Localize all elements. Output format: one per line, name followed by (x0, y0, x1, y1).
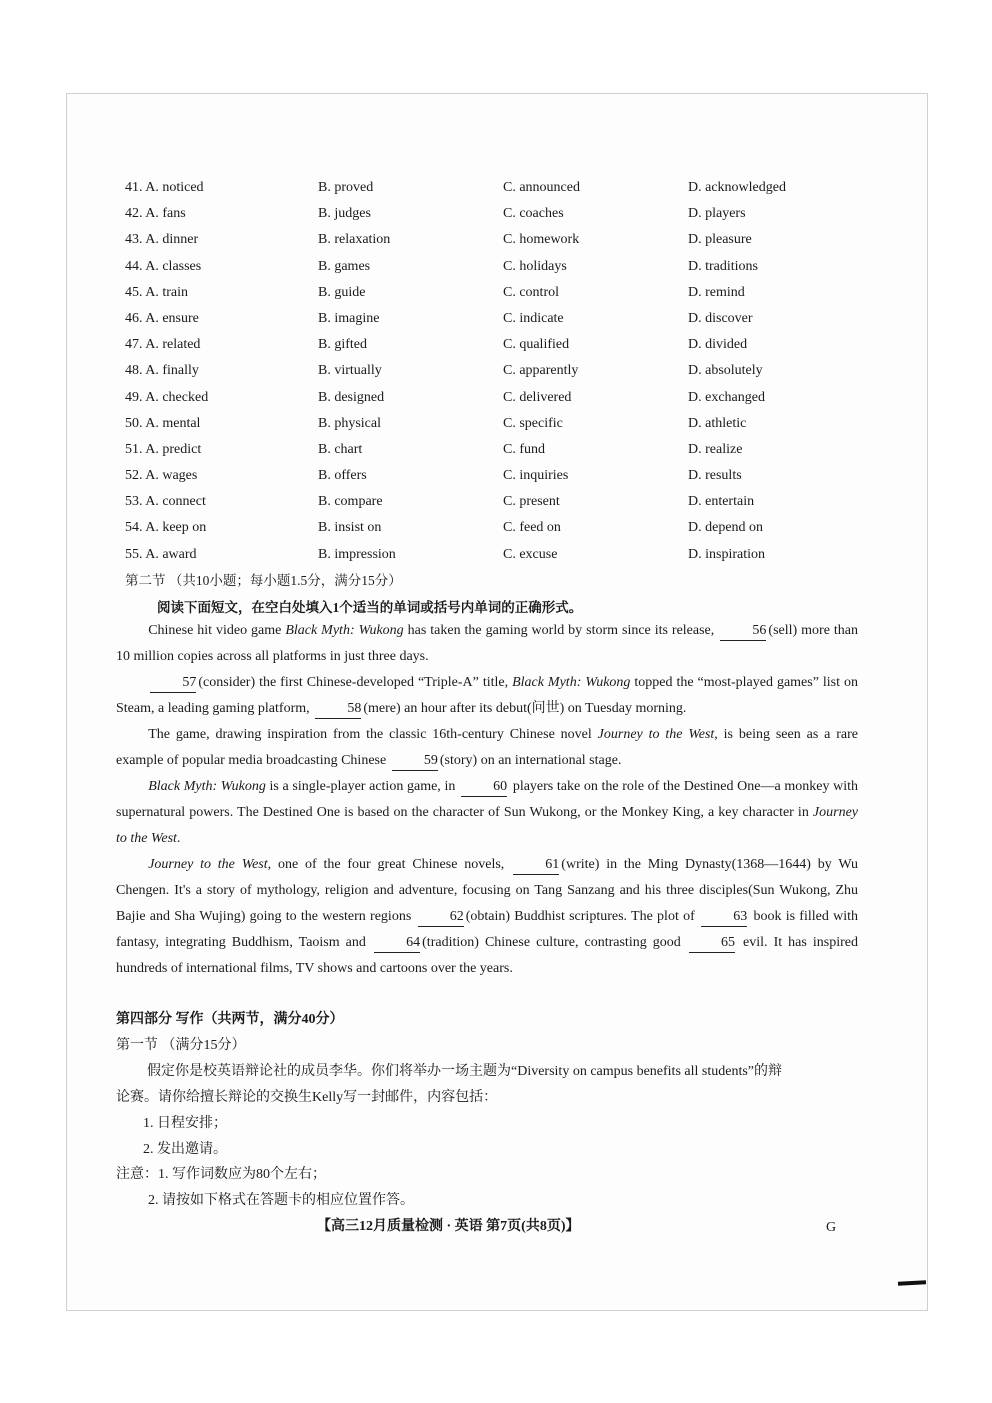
option-c: C. delivered (503, 389, 572, 405)
option-b: B. virtually (318, 363, 382, 379)
choice-row (125, 545, 825, 571)
option-b: B. insist on (318, 520, 382, 536)
choice-row (125, 309, 825, 335)
choice-row (125, 466, 825, 492)
option-c: C. control (503, 284, 559, 300)
option-d: D. results (688, 468, 742, 484)
paragraph-2 (116, 670, 858, 722)
option-a: 46. A. ensure (125, 310, 199, 326)
option-b: B. physical (318, 415, 381, 431)
option-b: B. gifted (318, 337, 367, 353)
choice-row (125, 257, 825, 283)
choice-row (125, 518, 825, 544)
option-a: 51. A. predict (125, 441, 202, 457)
option-c: C. excuse (503, 546, 558, 562)
part4-heading: 第四部分 写作（共两节，满分40分） (116, 1012, 344, 1027)
option-a: 50. A. mental (125, 415, 201, 431)
blank-58[interactable]: 58 (315, 700, 361, 719)
text: (write) in the Ming Dynasty(1368—1644) by Wu Chengen. It's a story of mythology, religion and adventure, focusing on Tang Sanzang and his three disciples(Sun Wukong, Zhu Bajie and Sha Wujing) going to the western regions (116, 857, 858, 924)
game-title: Black Myth: Wukong (512, 675, 631, 690)
choice-table (125, 178, 825, 571)
option-a: 42. A. fans (125, 206, 186, 222)
novel-title: Journey to the West (597, 727, 715, 742)
text: (tradition) Chinese culture, contrasting good (422, 935, 687, 950)
option-c: C. homework (503, 232, 580, 248)
option-c: C. qualified (503, 337, 570, 353)
option-a: 54. A. keep on (125, 520, 207, 536)
option-d: D. realize (688, 441, 743, 457)
option-a: 41. A. noticed (125, 180, 204, 195)
option-d: D. players (688, 206, 746, 222)
note-1: 注意：1. 写作词数应为80个左右； (116, 1167, 326, 1182)
option-d: D. traditions (688, 258, 758, 274)
blank-56[interactable]: 56 (720, 622, 766, 641)
option-d: D. athletic (688, 415, 747, 431)
text: , is being seen as a rare example of popular media broadcasting Chinese (116, 727, 858, 768)
option-b: B. compare (318, 494, 383, 510)
text: The game, drawing inspiration from the classic 16th-century Chinese novel (148, 727, 598, 742)
option-b: B. judges (318, 206, 371, 222)
text: . (176, 831, 181, 846)
text: has taken the gaming world by storm since its release, (403, 623, 719, 638)
blank-62[interactable]: 62 (418, 908, 464, 927)
option-a: 49. A. checked (125, 389, 209, 405)
option-d: D. divided (688, 337, 748, 353)
section2-heading: 第二节 （共10小题；每小题1.5分，满分15分） (125, 573, 402, 588)
text: (story) on an international stage. (439, 753, 622, 768)
option-b: B. imagine (318, 310, 380, 326)
option-a: 48. A. finally (125, 363, 199, 379)
option-d: D. entertain (688, 494, 755, 510)
option-c: C. announced (503, 180, 580, 195)
novel-title: Journey to the West (148, 857, 268, 872)
choice-row (125, 335, 825, 361)
option-c: C. indicate (503, 310, 564, 326)
text: book is filled with fantasy, integrating Buddhism, Taoism and (116, 909, 858, 950)
paragraph-3 (116, 722, 858, 774)
text: (sell) more than 10 million copies across all platforms in just three days. (116, 623, 858, 664)
paragraph-1 (116, 618, 858, 670)
choice-row (125, 361, 825, 387)
blank-65[interactable]: 65 (689, 934, 735, 953)
choice-row (125, 414, 825, 440)
option-d: D. pleasure (688, 232, 752, 248)
text: , one of the four great Chinese novels, (267, 857, 512, 872)
text: (obtain) Buddhist scriptures. The plot of (465, 909, 700, 924)
part4-subheading: 第一节 （满分15分） (116, 1038, 246, 1053)
option-b: B. guide (318, 284, 366, 300)
novel-title: Journey to the West (116, 805, 858, 846)
note-2: 2. 请按如下格式在答题卡的相应位置作答。 (148, 1193, 414, 1208)
option-b: B. proved (318, 180, 374, 195)
choice-row (125, 283, 825, 309)
text: (consider) the first Chinese-developed “Triple-A” title, (198, 675, 513, 690)
option-a: 53. A. connect (125, 494, 206, 510)
choice-row (125, 204, 825, 230)
option-d: D. remind (688, 284, 745, 300)
option-a: 44. A. classes (125, 258, 202, 274)
option-c: C. coaches (503, 206, 564, 222)
choice-row (125, 388, 825, 414)
requirement-1: 1. 日程安排； (143, 1116, 227, 1131)
text: Chinese hit video game (148, 623, 286, 638)
writing-prompt-line2: 论赛。请你给擅长辩论的交换生Kelly写一封邮件，内容包括： (116, 1090, 498, 1105)
cloze-passage (116, 618, 858, 982)
choice-row (125, 492, 825, 518)
option-b: B. offers (318, 468, 367, 484)
choice-row (125, 440, 825, 466)
option-c: C. inquiries (503, 468, 569, 484)
option-a: 47. A. related (125, 337, 201, 353)
option-c: C. apparently (503, 363, 579, 379)
option-c: C. specific (503, 415, 563, 431)
text: is a single-player action game, in (265, 779, 459, 794)
option-b: B. chart (318, 441, 363, 457)
page-footer: 【高三12月质量检测 · 英语 第7页(共8页)】 (317, 1219, 580, 1234)
paragraph-4 (116, 774, 858, 852)
paragraph-5 (116, 852, 858, 982)
game-title: Black Myth: Wukong (148, 779, 266, 794)
blank-64[interactable]: 64 (374, 934, 420, 953)
option-d: D. acknowledged (688, 180, 786, 195)
option-c: C. present (503, 494, 560, 510)
option-b: B. games (318, 258, 371, 274)
text: topped the “most-played games” list on Steam, a leading gaming platform, (116, 675, 858, 716)
option-c: C. holidays (503, 258, 567, 274)
option-d: D. depend on (688, 520, 764, 536)
option-b: B. impression (318, 546, 396, 562)
option-d: D. absolutely (688, 363, 763, 379)
writing-prompt-line1: 假定你是校英语辩论社的成员李华。你们将举办一场主题为“Diversity on campus benefits all students”的辩 (147, 1064, 782, 1079)
blank-60[interactable]: 60 (461, 778, 507, 797)
option-a: 43. A. dinner (125, 232, 199, 248)
option-a: 55. A. award (125, 546, 197, 562)
option-d: D. inspiration (688, 546, 765, 562)
option-a: 45. A. train (125, 284, 188, 300)
text: (mere) an hour after its debut(问世) on Tuesday morning. (363, 701, 687, 716)
option-b: B. designed (318, 389, 385, 405)
blank-59[interactable]: 59 (392, 752, 438, 771)
blank-57[interactable]: 57 (150, 674, 196, 693)
text: players take on the role of the Destined One—a monkey with supernatural powers. The Destined One is based on the character of Sun Wukong, or the Monkey King, a key character in (116, 779, 858, 820)
corner-letter: G (826, 1220, 837, 1235)
option-b: B. relaxation (318, 232, 391, 248)
choice-row (125, 230, 825, 256)
requirement-2: 2. 发出邀请。 (143, 1142, 227, 1157)
option-c: C. fund (503, 441, 545, 457)
section2-instruction: 阅读下面短文，在空白处填入1个适当的单词或括号内单词的正确形式。 (157, 600, 583, 615)
game-title: Black Myth: Wukong (285, 623, 404, 638)
option-d: D. discover (688, 310, 753, 326)
blank-61[interactable]: 61 (513, 856, 559, 875)
option-a: 52. A. wages (125, 468, 198, 484)
text: evil. It has inspired hundreds of international films, TV shows and cartoons over the years. (116, 935, 858, 976)
choice-row (125, 178, 825, 204)
option-d: D. exchanged (688, 389, 765, 405)
blank-63[interactable]: 63 (701, 908, 747, 927)
option-c: C. feed on (503, 520, 561, 536)
